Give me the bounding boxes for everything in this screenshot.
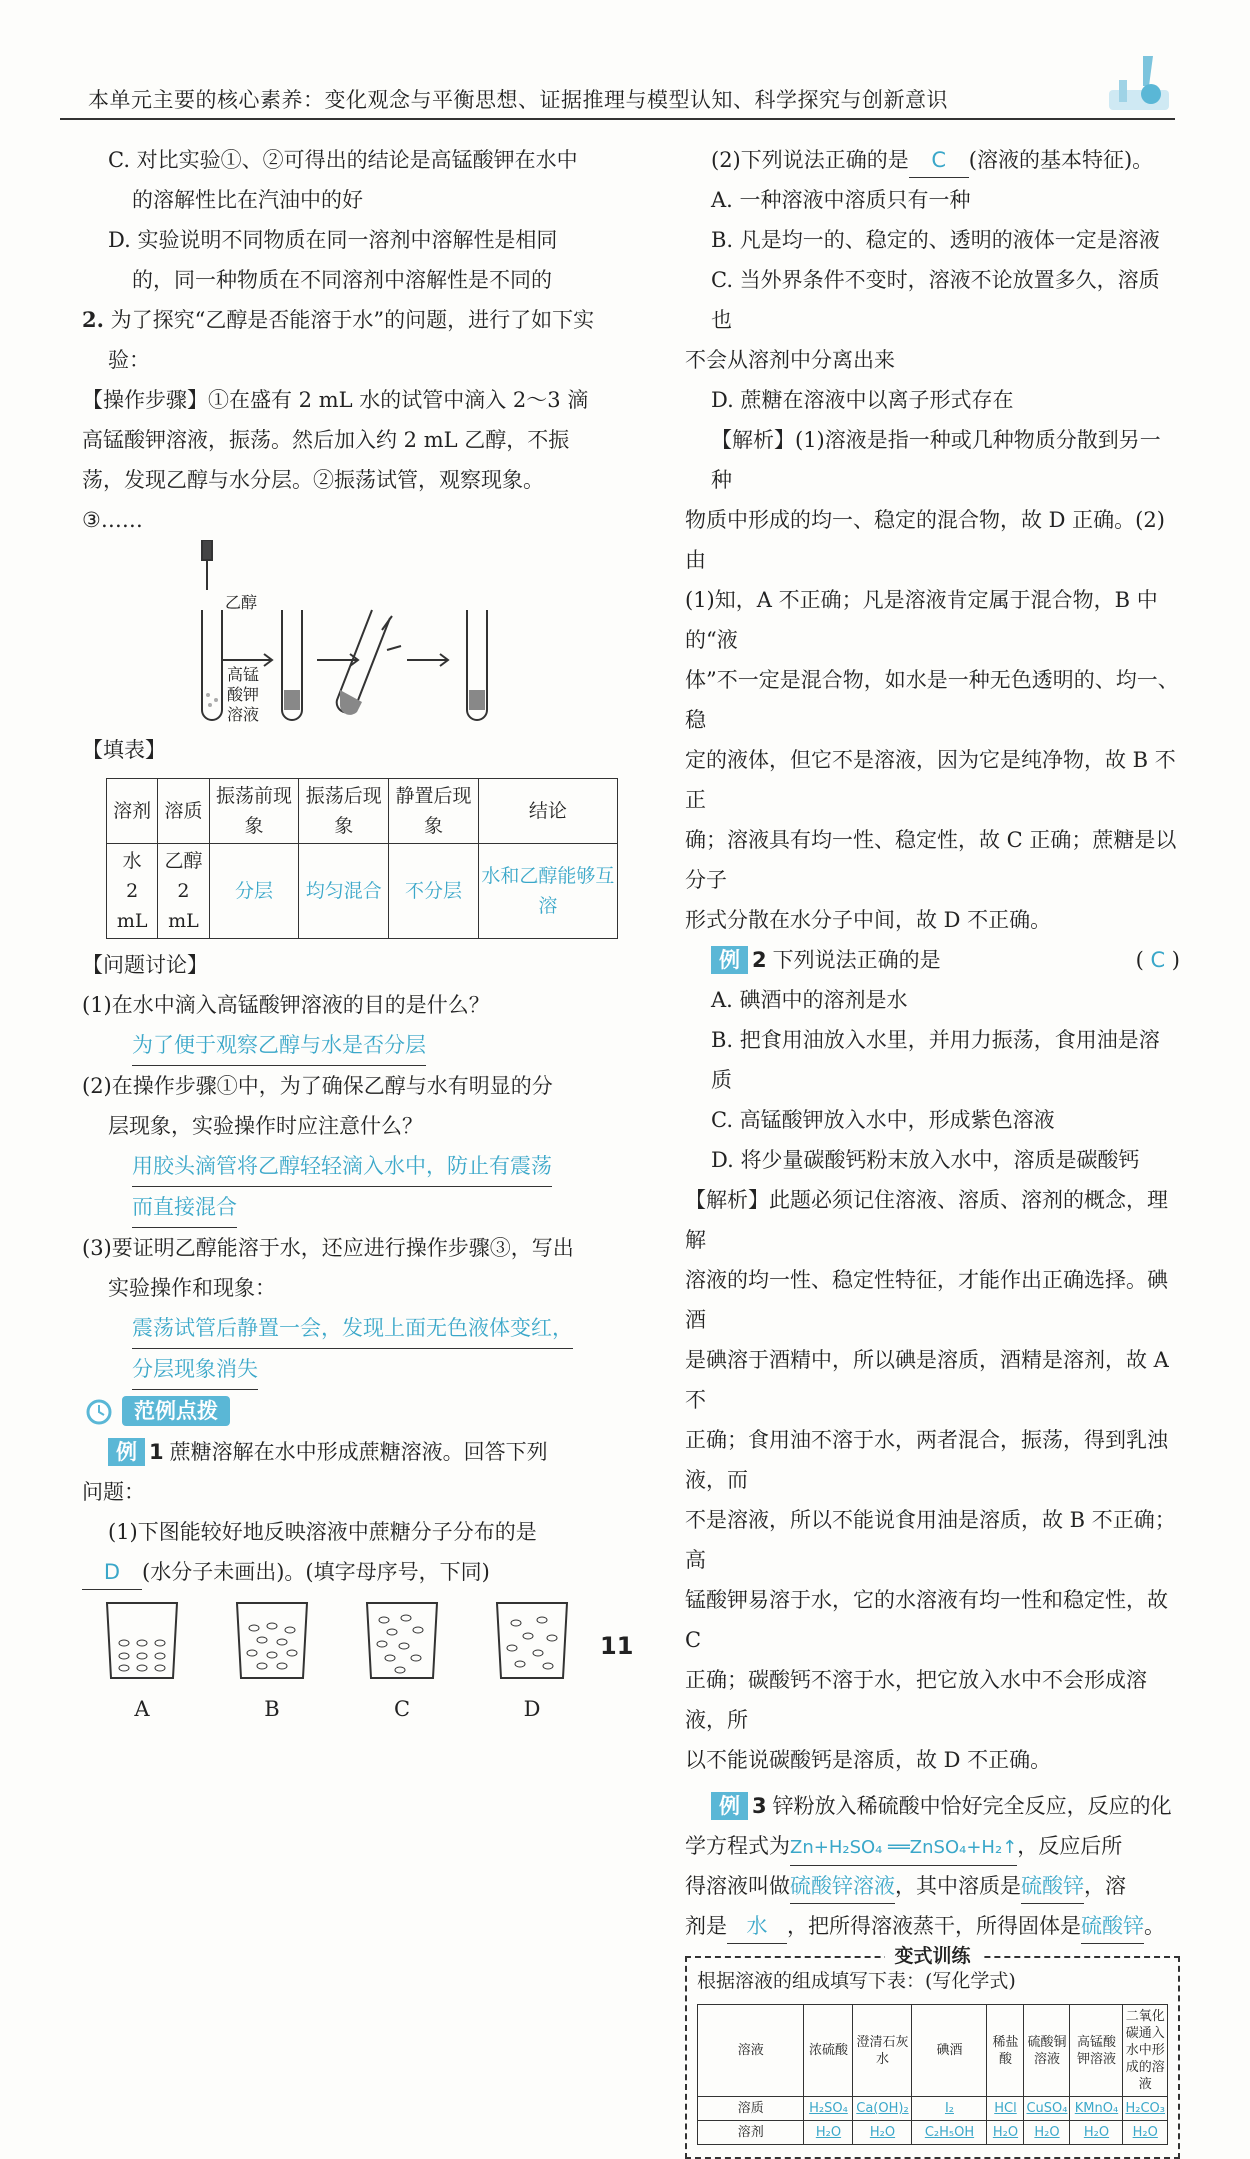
table-answer-cell: H₂SO₄ [804,2097,853,2121]
question-2-line1 [82,300,612,340]
table-header: 二氧化碳通入水中形成的溶液 [1123,2005,1168,2097]
alarm-clock-icon [82,1396,116,1426]
table-header: 碘酒 [912,2005,987,2097]
example-1-answer: D [82,1555,142,1590]
beaker-a [102,1598,182,1722]
table-answer-cell: 不分层 [389,844,479,939]
option-c-line2: 的溶解性比在汽油中的好 [132,188,363,212]
test-tube-diagram [82,540,612,730]
solution-table [697,2004,1168,2145]
discussion-q2-line2: 层现象，实验操作时应注意什么？ [108,1114,423,1138]
example-2-option: B. 把食用油放入水里，并用力振荡，食用油是溶质 [711,1028,1160,1092]
table-answer-cell: I₂ [912,2097,987,2121]
table-header: 振荡后现象 [299,779,389,844]
discussion-q3-line2: 实验操作和现象： [108,1276,276,1300]
variant-training-intro: 根据溶液的组成填写下表：(写化学式) [697,1970,1016,1992]
analysis-2-line: 锰酸钾易溶于水，它的水溶液有均一性和稳定性，故 C [685,1588,1168,1652]
example-3-label: 例 [711,1792,748,1820]
example-1-q1-tail: (水分子未画出)。(填字母序号，下同) [142,1560,490,1584]
table-cell-text: 乙醇 [164,850,203,872]
table-answer-cell: 分层 [209,844,299,939]
example-2-number: 2 [752,948,767,972]
table-cell-text: 2 mL [116,880,148,932]
q2-text: (2)下列说法正确的是 [711,148,909,172]
beaker-label: B [264,1697,280,1721]
question-2-line2: 验： [108,348,150,372]
example-2-option: A. 碘酒中的溶剂是水 [711,988,908,1012]
beaker-icon [492,1598,572,1683]
example-3-answer: 硫酸锌 [1021,1869,1084,1904]
table-answer-cell: Ca(OH)₂ [853,2097,912,2121]
table-answer-cell: 均匀混合 [299,844,389,939]
table-row [698,2121,1168,2145]
header-text: 本单元主要的核心素养：变化观念与平衡思想、证据推理与模型认知、科学探究与创新意识 [88,88,948,112]
question-2-text: 为了探究“乙醇是否能溶于水”的问题，进行了如下实 [110,308,595,332]
discussion-a3-line2: 分层现象消失 [132,1349,258,1390]
analysis-1-line: 定的液体，但它不是溶液，因为它是纯净物，故 B 不正 [685,748,1176,812]
beaker-icon [102,1598,182,1683]
table-cell-text: 水 [122,850,142,872]
discussion-q2-line1: (2)在操作步骤①中，为了确保乙醇与水有明显的分 [82,1074,553,1098]
q2-option-c-line1: C. 当外界条件不变时，溶液不论放置多久，溶质也 [711,268,1160,332]
table-answer-cell: C₂H₅OH [912,2121,987,2145]
analysis-2-line: 溶液的均一性、稳定性特征，才能作出正确选择。碘酒 [685,1268,1168,1332]
q2-option-a: A. 一种溶液中溶质只有一种 [711,188,971,212]
example-1-q1: (1)下图能较好地反映溶液中蔗糖分子分布的是 [108,1520,537,1544]
analysis-2-line: 不是溶液，所以不能说食用油是溶质，故 B 不正确；高 [685,1508,1176,1572]
steps-line3: 荡，发现乙醇与水分层。②振荡试管，观察现象。 [82,468,544,492]
analysis-2-line: 正确；碳酸钙不溶于水，把它放入水中不会形成溶液，所 [685,1668,1147,1732]
beaker-icon [232,1598,312,1683]
table-header-row [698,2005,1168,2097]
steps-line1: 【操作步骤】①在盛有 2 mL 水的试管中滴入 2～3 滴 [82,388,589,412]
example-1-text-2: 问题： [82,1480,145,1504]
analysis-1-line: 形式分散在水分子中间，故 D 不正确。 [685,908,1052,932]
example-3-text: 得溶液叫做 [685,1874,790,1898]
table-header: 溶液 [698,2005,804,2097]
ethanol-label: 乙醇 [225,593,258,612]
example-1-number: 1 [149,1440,164,1464]
example-1-text: 蔗糖溶解在水中形成蔗糖溶液。回答下列 [169,1440,548,1464]
example-3-text: 剂是 [685,1914,727,1938]
analysis-2-line: 【解析】此题必须记住溶液、溶质、溶剂的概念，理解 [685,1188,1168,1252]
table-header: 澄清石灰水 [853,2005,912,2097]
tube-1-icon [202,610,222,720]
kmno4-label-1: 高锰 [227,665,260,684]
discussion-a2-line2: 而直接混合 [132,1187,237,1228]
beaker-b [232,1598,312,1722]
q2-option-b: B. 凡是均一的、稳定的、透明的液体一定是溶液 [711,228,1160,252]
example-2-label: 例 [711,946,748,974]
discussion-q3-line1: (3)要证明乙醇能溶于水，还应进行操作步骤③，写出 [82,1236,574,1260]
analysis-2-line: 以不能说碳酸钙是溶质，故 D 不正确。 [685,1748,1052,1772]
example-3-text: ，溶 [1084,1874,1126,1898]
table-cell [107,844,158,939]
analysis-2-line: 是碘溶于酒精中，所以碘是溶质，酒精是溶剂，故 A 不 [685,1348,1169,1412]
q2-answer: C [909,143,969,178]
example-3-text: 。 [1144,1914,1165,1938]
table-row-label: 溶质 [698,2097,804,2121]
example-3-text: ，其中溶质是 [895,1874,1021,1898]
example-2-text: 下列说法正确的是 [772,948,941,972]
discussion-a2-line1: 用胶头滴管将乙醇轻轻滴入水中，防止有震荡 [132,1146,552,1187]
test-tube-figure [82,540,612,730]
example-3-number: 3 [752,1794,767,1818]
example-3-answer: 硫酸锌 [1081,1909,1144,1944]
beaker-c [362,1598,442,1722]
example-1-label: 例 [108,1438,145,1466]
table-answer-cell: H₂O [1123,2121,1168,2145]
table-answer-cell: 水和乙醇能够互溶 [478,844,617,939]
example-2-line: 例 2 下列说法正确的是 ( C ) [685,940,1180,980]
example-2-answer: C [1150,948,1166,972]
table-cell-text: 2 mL [168,880,199,932]
analysis-1-line: 物质中形成的均一、稳定的混合物，故 D 正确。(2)由 [685,508,1165,572]
analysis-1-line: 【解析】(1)溶液是指一种或几种物质分散到另一种 [711,428,1161,492]
table-header: 溶剂 [107,779,158,844]
experiment-table [106,778,618,939]
beaker-label: C [393,1697,411,1721]
discussion-q1: (1)在水中滴入高锰酸钾溶液的目的是什么？ [82,993,490,1017]
section-title: 范例点拨 [122,1396,230,1426]
table-header: 结论 [478,779,617,844]
microscope-logo-icon [1105,50,1175,114]
example-3-text: 学方程式为 [685,1834,790,1858]
example-2-option: C. 高锰酸钾放入水中，形成紫色溶液 [711,1108,1055,1132]
beaker-label: A [134,1697,150,1721]
table-header-row [107,779,618,844]
table-row-label: 溶剂 [698,2121,804,2145]
option-c-line1: C. 对比实验①、②可得出的结论是高锰酸钾在水中 [108,148,578,172]
analysis-1-line: 体”不一定是混合物，如水是一种无色透明的、均一、稳 [685,668,1179,732]
table-header: 高锰酸钾溶液 [1070,2005,1123,2097]
table-answer-cell: CuSO₄ [1024,2097,1070,2121]
beaker-label: D [523,1697,541,1721]
discussion-title: 【问题讨论】 [82,953,208,977]
beaker-d [492,1598,572,1722]
q2-option-c-line2: 不会从溶剂中分离出来 [685,348,895,372]
discussion-a1: 为了便于观察乙醇与水是否分层 [132,1025,426,1066]
example-3-text: ，反应后所 [1017,1834,1123,1858]
page-number: 11 [600,1632,634,1660]
variant-training-title: 变式训练 [884,1942,980,1970]
fill-table-title: 【填表】 [82,738,166,762]
example-3-text: ，把所得溶液蒸干，所得固体是 [787,1914,1081,1938]
table-answer-cell: H₂O [804,2121,853,2145]
section-heading [82,1396,612,1426]
table-header: 静置后现象 [389,779,479,844]
example-2-option: D. 将少量碳酸钙粉末放入水中，溶质是碳酸钙 [711,1148,1140,1172]
right-column [685,140,1180,2159]
table-header: 振荡前现象 [209,779,299,844]
table-header: 浓硫酸 [804,2005,853,2097]
analysis-2-line: 正确；食用油不溶于水，两者混合，振荡，得到乳浊液，而 [685,1428,1168,1492]
table-answer-cell: H₂O [1024,2121,1070,2145]
option-d-line2: 的，同一种物质在不同溶剂中溶解性是不同的 [132,268,552,292]
table-header: 溶质 [158,779,209,844]
kmno4-label-2: 酸钾 [227,685,260,704]
table-answer-cell: KMnO₄ [1070,2097,1123,2121]
q2-tail: (溶液的基本特征)。 [968,148,1154,172]
left-column [82,140,615,1722]
example-3-answer: 硫酸锌溶液 [790,1869,895,1904]
example-3-text: 锌粉放入稀硫酸中恰好完全反应，反应的化 [772,1794,1172,1818]
beaker-figure [102,1598,572,1722]
steps-line4: ③…… [82,508,143,532]
q2-option-d: D. 蔗糖在溶液中以离子形式存在 [711,388,1014,412]
kmno4-label-3: 溶液 [227,705,260,724]
table-row [107,844,618,939]
table-answer-cell: H₂O [1070,2121,1123,2145]
table-header: 硫酸铜溶液 [1024,2005,1070,2097]
table-header: 稀盐酸 [987,2005,1024,2097]
analysis-1-line: (1)知，A 不正确；凡是溶液肯定属于混合物，B 中的“液 [685,588,1158,652]
option-d-line1: D. 实验说明不同物质在同一溶剂中溶解性是相同 [108,228,558,252]
table-answer-cell: H₂O [853,2121,912,2145]
table-row [698,2097,1168,2121]
variant-training-box [685,1945,1180,2159]
beaker-icon [362,1598,442,1683]
discussion-a3-line1: 震荡试管后静置一会，发现上面无色液体变红， [132,1308,573,1349]
table-answer-cell: H₂O [987,2121,1024,2145]
page-header [60,78,1175,120]
table-answer-cell: H₂CO₃ [1123,2097,1168,2121]
steps-line2: 高锰酸钾溶液，振荡。然后加入约 2 mL 乙醇，不振 [82,428,570,452]
example-3-answer: 水 [727,1909,787,1944]
example-3-equation: Zn+H₂SO₄ ══ZnSO₄+H₂↑ [790,1831,1017,1866]
table-cell [158,844,209,939]
table-answer-cell: HCl [987,2097,1024,2121]
analysis-1-line: 确；溶液具有均一性、稳定性，故 C 正确；蔗糖是以分子 [685,828,1177,892]
question-2-number: 2. [82,307,104,332]
